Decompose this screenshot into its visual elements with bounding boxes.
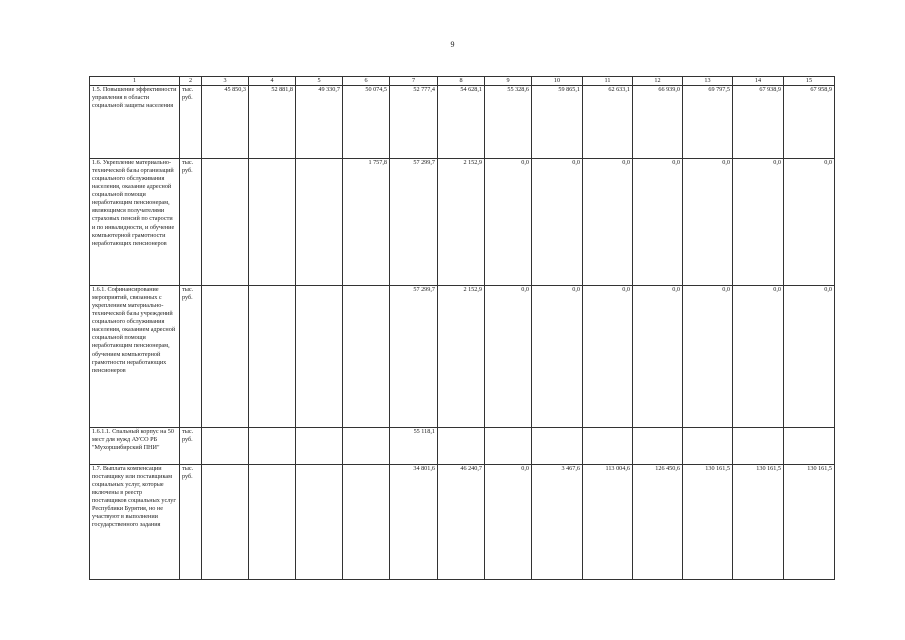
row-value: 0,0: [583, 159, 633, 286]
row-value: [249, 465, 296, 580]
column-number: 5: [296, 77, 343, 86]
row-value: 50 074,5: [343, 86, 390, 159]
column-number: 4: [249, 77, 296, 86]
row-value: 55 118,1: [390, 428, 438, 465]
row-value: [583, 428, 633, 465]
row-value: [296, 286, 343, 428]
row-value: 3 467,6: [532, 465, 583, 580]
row-value: [343, 286, 390, 428]
table-row: [90, 465, 835, 580]
row-value: 130 161,5: [683, 465, 733, 580]
row-value: [485, 428, 532, 465]
table-row: [90, 286, 835, 428]
column-number: 6: [343, 77, 390, 86]
column-number: 9: [485, 77, 532, 86]
column-number: 1: [90, 77, 180, 86]
row-value: [733, 428, 784, 465]
row-value: 113 004,6: [583, 465, 633, 580]
row-name: 1.6. Укрепление материально-технической базы организаций социального обслуживания населения, оказание адресной социальной помощи неработающим пенсионерам, являющимся получателями страховых пенсий по старости и по инвалидности, и обучение компьютерной грамотности неработающих пенсионеров: [90, 159, 180, 286]
row-value: 2 152,9: [438, 159, 485, 286]
row-value: 0,0: [683, 159, 733, 286]
row-value: [296, 159, 343, 286]
row-value: 130 161,5: [784, 465, 835, 580]
row-value: 0,0: [733, 159, 784, 286]
row-value: 55 328,6: [485, 86, 532, 159]
column-number: 13: [683, 77, 733, 86]
row-value: 45 850,3: [202, 86, 249, 159]
row-value: 52 777,4: [390, 86, 438, 159]
table-row: [90, 428, 835, 465]
row-value: 54 628,1: [438, 86, 485, 159]
row-value: 0,0: [532, 159, 583, 286]
page-number: 9: [450, 40, 455, 49]
column-number: 11: [583, 77, 633, 86]
row-value: 67 958,9: [784, 86, 835, 159]
row-value: 57 299,7: [390, 286, 438, 428]
row-unit: тыс. руб.: [180, 159, 202, 286]
column-number: 14: [733, 77, 784, 86]
row-value: [202, 465, 249, 580]
row-value: [296, 465, 343, 580]
row-value: [343, 428, 390, 465]
row-value: [202, 159, 249, 286]
row-value: [249, 286, 296, 428]
row-value: 49 330,7: [296, 86, 343, 159]
row-value: 0,0: [485, 286, 532, 428]
row-value: [249, 428, 296, 465]
column-number: 15: [784, 77, 835, 86]
column-number: 7: [390, 77, 438, 86]
column-number: 10: [532, 77, 583, 86]
row-value: 0,0: [485, 465, 532, 580]
row-value: 0,0: [633, 286, 683, 428]
column-number: 3: [202, 77, 249, 86]
row-value: 57 299,7: [390, 159, 438, 286]
column-number: 2: [180, 77, 202, 86]
row-value: 0,0: [532, 286, 583, 428]
row-value: 0,0: [583, 286, 633, 428]
row-value: 52 881,8: [249, 86, 296, 159]
row-value: 0,0: [733, 286, 784, 428]
row-unit: тыс. руб.: [180, 286, 202, 428]
row-value: 0,0: [633, 159, 683, 286]
row-value: 126 450,6: [633, 465, 683, 580]
row-unit: тыс. руб.: [180, 465, 202, 580]
row-name: 1.6.1.1. Спальный корпус на 50 мест для нужд АУСО РБ "Мухоршибирский ПНИ": [90, 428, 180, 465]
row-value: 59 865,1: [532, 86, 583, 159]
row-value: [202, 428, 249, 465]
row-value: 130 161,5: [733, 465, 784, 580]
row-value: 0,0: [485, 159, 532, 286]
row-value: 62 633,1: [583, 86, 633, 159]
row-value: [532, 428, 583, 465]
budget-table: [89, 76, 835, 580]
row-value: [202, 286, 249, 428]
row-value: [343, 465, 390, 580]
row-unit: тыс. руб.: [180, 428, 202, 465]
column-number-row: [90, 77, 835, 86]
row-value: 66 939,0: [633, 86, 683, 159]
row-name: 1.6.1. Софинансирование мероприятий, связанных с укреплением материально-технической базы учреждений социального обслуживания населения, оказанием адресной социальной помощи неработающим пенсионерам, обучением компьютерной грамотности неработающих пенсионеров: [90, 286, 180, 428]
row-name: 1.5. Повышение эффективности управления в области социальной защиты населения: [90, 86, 180, 159]
row-value: [784, 428, 835, 465]
row-value: [633, 428, 683, 465]
table-row: [90, 159, 835, 286]
row-unit: тыс. руб.: [180, 86, 202, 159]
row-value: [683, 428, 733, 465]
row-value: [296, 428, 343, 465]
row-value: 2 152,9: [438, 286, 485, 428]
column-number: 12: [633, 77, 683, 86]
row-value: 69 797,5: [683, 86, 733, 159]
row-value: [438, 428, 485, 465]
row-value: [249, 159, 296, 286]
row-value: 34 801,6: [390, 465, 438, 580]
row-value: 0,0: [784, 286, 835, 428]
row-value: 67 938,9: [733, 86, 784, 159]
row-value: 0,0: [784, 159, 835, 286]
table-row: [90, 86, 835, 159]
row-value: 1 757,8: [343, 159, 390, 286]
row-value: 46 240,7: [438, 465, 485, 580]
row-name: 1.7. Выплата компенсации поставщику или поставщикам социальных услуг, которые включены в реестр поставщиков социальных услуг Республики Бурятия, но не участвуют в выполнении государственного задания: [90, 465, 180, 580]
column-number: 8: [438, 77, 485, 86]
row-value: 0,0: [683, 286, 733, 428]
